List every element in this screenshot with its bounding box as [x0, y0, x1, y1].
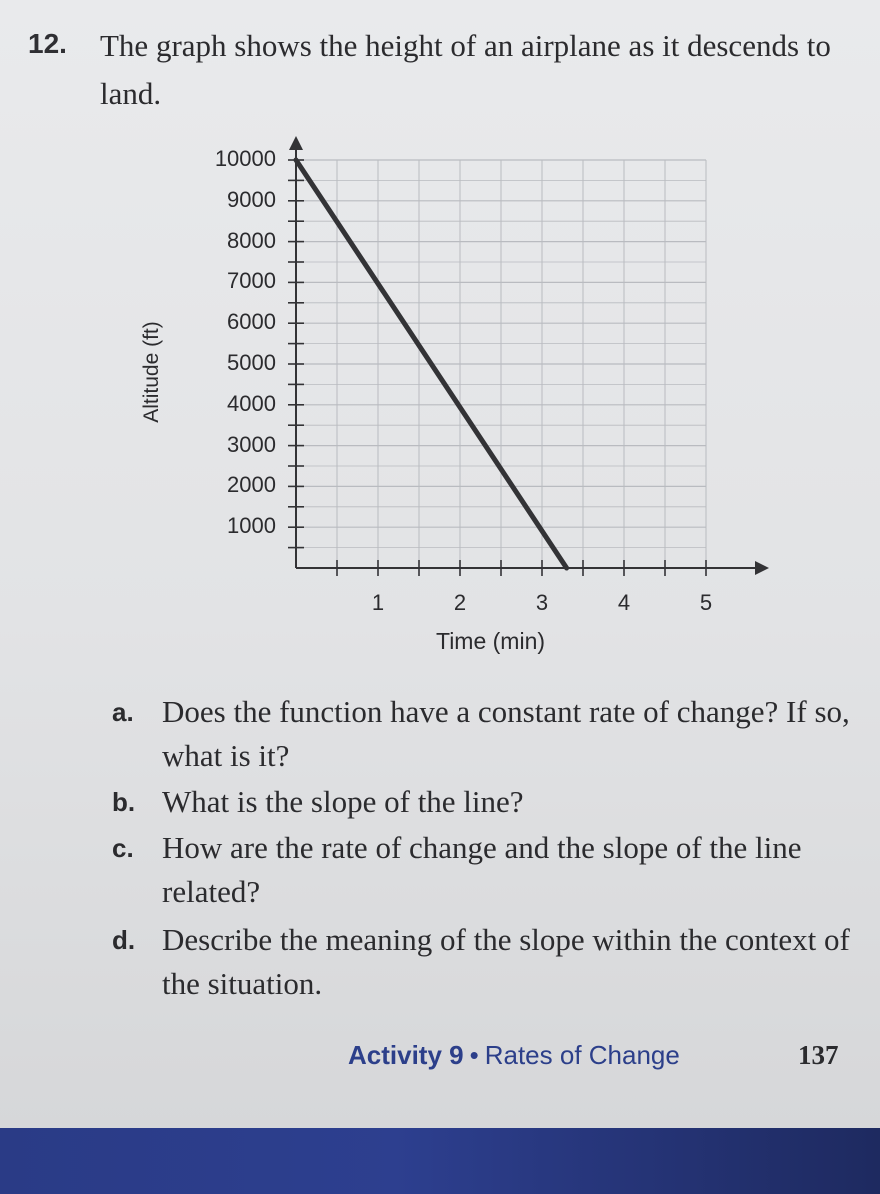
- footer-separator: •: [469, 1040, 479, 1070]
- x-tick-label: 2: [453, 590, 467, 615]
- question-text: What is the slope of the line?: [162, 784, 524, 819]
- question-text: Does the function have a constant rate of change? If so, what is it?: [162, 694, 850, 773]
- footer-activity: [348, 1040, 680, 1071]
- question-letter: b.: [112, 787, 136, 817]
- x-axis-label: Time (min): [436, 628, 546, 654]
- y-tick-label: 8000: [227, 227, 276, 253]
- page-number: 137: [798, 1040, 839, 1070]
- y-axis-arrow: [289, 136, 303, 150]
- problem-number: 12.: [28, 28, 67, 59]
- y-axis-label: Altitude (ft): [140, 321, 163, 423]
- y-tick-label: 3000: [227, 431, 276, 457]
- question-letter: d.: [112, 925, 136, 955]
- problem-text: The graph shows the height of an airplane as it descends to land.: [100, 28, 831, 111]
- question-text: Describe the meaning of the slope within the context of the situation.: [162, 922, 850, 1001]
- x-tick-label: 3: [535, 590, 549, 615]
- y-tick-label: 4000: [227, 390, 276, 416]
- question-letter: c.: [112, 833, 134, 863]
- y-tick-label: 2000: [227, 472, 276, 498]
- x-tick-label: 1: [371, 590, 385, 615]
- x-tick-label: 5: [699, 590, 713, 615]
- x-axis-arrow: [755, 561, 769, 575]
- y-tick-label: 1000: [227, 513, 276, 539]
- x-tick-label: 4: [617, 590, 631, 615]
- question-text: How are the rate of change and the slope of the line related?: [162, 830, 802, 909]
- background-surface: [0, 1128, 880, 1194]
- activity-label: Activity 9: [348, 1040, 464, 1070]
- activity-title: Rates of Change: [484, 1040, 680, 1070]
- y-tick-label: 10000: [214, 146, 276, 171]
- y-tick-label: 9000: [227, 186, 276, 212]
- y-tick-label: 7000: [227, 268, 276, 294]
- y-tick-label: 6000: [227, 309, 276, 335]
- question-letter: a.: [112, 697, 134, 727]
- y-tick-label: 5000: [227, 350, 276, 375]
